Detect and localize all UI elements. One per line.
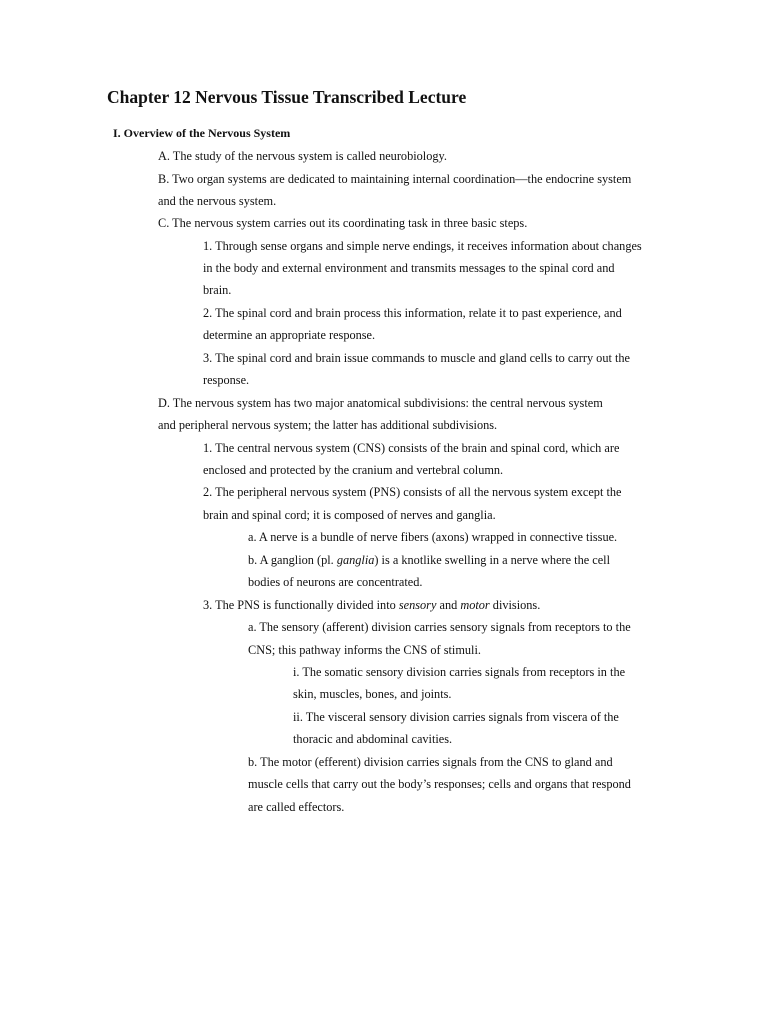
- outline-item-d2a: a. A nerve is a bundle of nerve fibers (axons) wrapped in connective tissue.: [248, 530, 618, 544]
- italic-term-ganglia: ganglia: [336, 553, 375, 567]
- outline-item-c3-line2: response.: [203, 373, 250, 387]
- section-heading: I. Overview of the Nervous System: [113, 126, 291, 140]
- text-run: ) is a knotlike swelling in a nerve where the cell: [374, 553, 611, 567]
- italic-term-sensory: sensory: [398, 598, 437, 612]
- outline-item-d3b-line2: muscle cells that carry out the body’s responses; cells and organs that respond: [248, 777, 631, 791]
- italic-term-motor: motor: [460, 598, 490, 612]
- outline-item-d1-line1: 1. The central nervous system (CNS) consists of the brain and spinal cord, which are: [203, 441, 620, 455]
- outline-item-d2-line1: 2. The peripheral nervous system (PNS) consists of all the nervous system except the: [203, 485, 622, 499]
- outline-item-d2b-line2: bodies of neurons are concentrated.: [248, 575, 423, 589]
- outline-item-d3a-line1: a. The sensory (afferent) division carries sensory signals from receptors to the: [248, 620, 631, 634]
- outline-item-d3b-line1: b. The motor (efferent) division carries signals from the CNS to gland and: [248, 755, 613, 769]
- outline-item-c1-line3: brain.: [203, 283, 232, 297]
- outline-item-d-line1: D. The nervous system has two major anatomical subdivisions: the central nervous system: [158, 396, 603, 410]
- text-run: 3. The PNS is functionally divided into: [203, 598, 399, 612]
- outline-item-d2b-line1: [248, 552, 610, 568]
- outline-item-d3: [203, 597, 540, 613]
- outline-item-c3-line1: 3. The spinal cord and brain issue commands to muscle and gland cells to carry out the: [203, 351, 630, 365]
- outline-item-a: A. The study of the nervous system is called neurobiology.: [158, 149, 447, 163]
- outline-item-b-line2: and the nervous system.: [158, 194, 277, 208]
- outline-item-c1-line1: 1. Through sense organs and simple nerve endings, it receives information about changes: [203, 239, 642, 253]
- outline-item-c2-line1: 2. The spinal cord and brain process this information, relate it to past experience, and: [203, 306, 622, 320]
- outline-item-d3ai-line2: skin, muscles, bones, and joints.: [293, 687, 452, 701]
- text-run: b. A ganglion (pl.: [248, 553, 337, 567]
- outline-item-d3a-line2: CNS; this pathway informs the CNS of stimuli.: [248, 643, 481, 657]
- outline-item-d1-line2: enclosed and protected by the cranium and vertebral column.: [203, 463, 504, 477]
- outline-item-d3aii-line2: thoracic and abdominal cavities.: [293, 732, 453, 746]
- outline-item-d3aii-line1: ii. The visceral sensory division carries signals from viscera of the: [293, 710, 619, 724]
- outline-item-c2-line2: determine an appropriate response.: [203, 328, 376, 342]
- outline-item-c: C. The nervous system carries out its coordinating task in three basic steps.: [158, 216, 528, 230]
- text-run: and: [436, 598, 461, 612]
- outline-item-d3ai-line1: i. The somatic sensory division carries signals from receptors in the: [293, 665, 626, 679]
- document-title: Chapter 12 Nervous Tissue Transcribed Lecture: [107, 87, 467, 107]
- text-run: divisions.: [489, 598, 541, 612]
- outline-item-d2-line2: brain and spinal cord; it is composed of nerves and ganglia.: [203, 508, 496, 522]
- outline-item-d-line2: and peripheral nervous system; the latter has additional subdivisions.: [158, 418, 498, 432]
- outline-item-b-line1: B. Two organ systems are dedicated to maintaining internal coordination—the endocrine system: [158, 172, 632, 186]
- outline-item-c1-line2: in the body and external environment and transmits messages to the spinal cord and: [203, 261, 615, 275]
- outline-item-d3b-line3: are called effectors.: [248, 800, 345, 814]
